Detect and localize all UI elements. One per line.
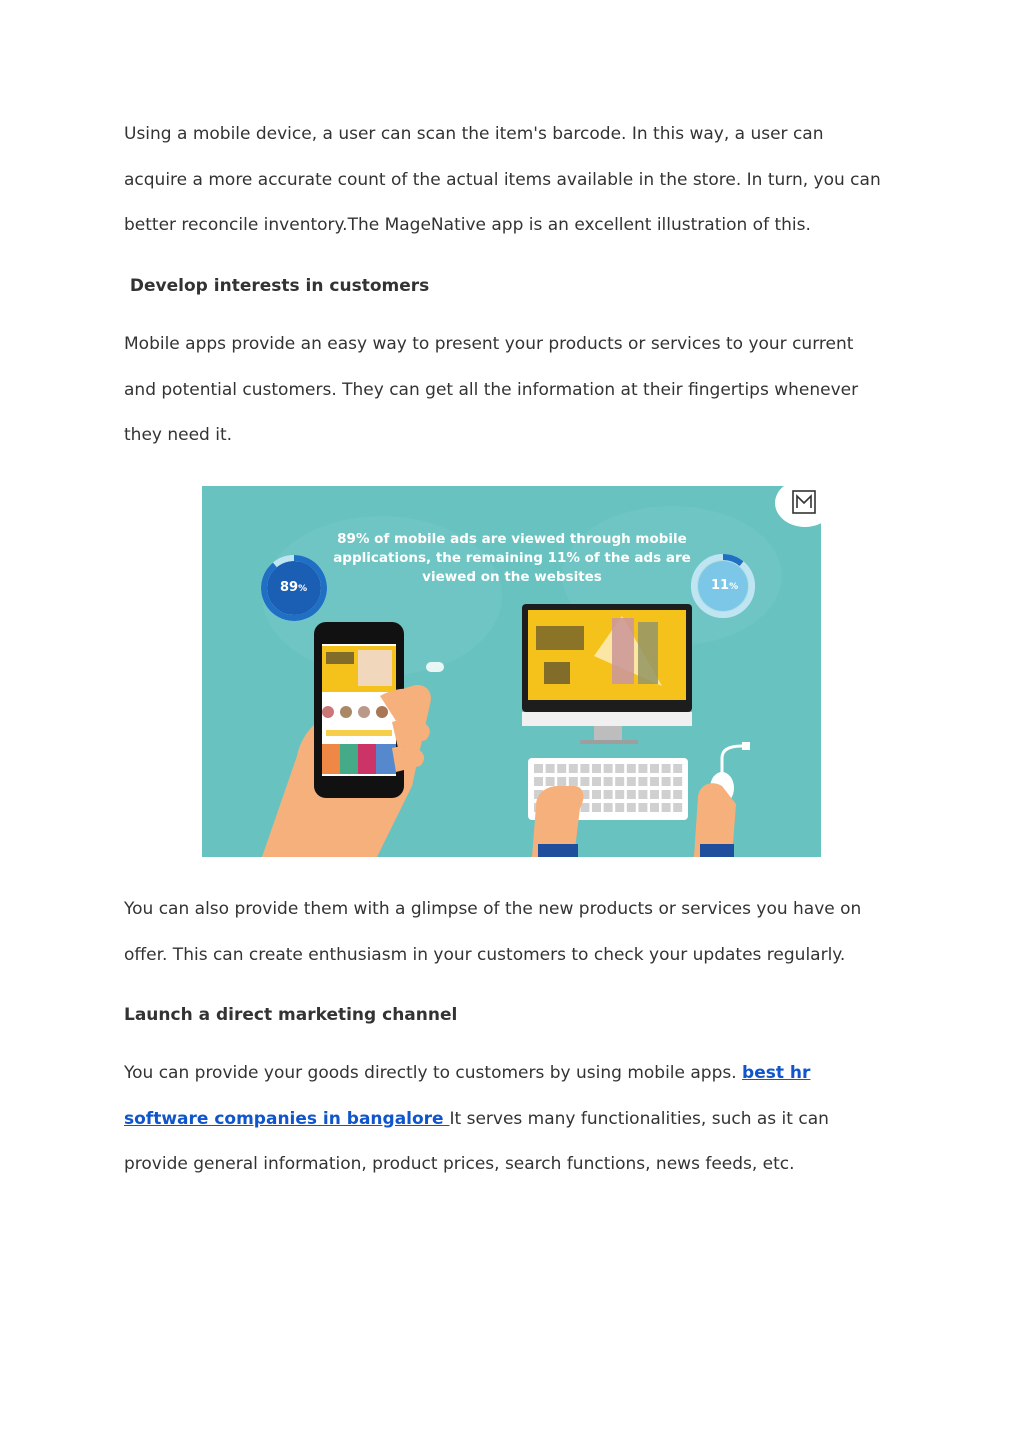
keyboard-key: [592, 777, 601, 786]
keyboard-key: [662, 777, 671, 786]
keyboard-key: [580, 777, 589, 786]
keyboard-key: [615, 764, 624, 773]
text-line: and potential customers. They can get all the information at their fingertips whenever: [124, 379, 859, 400]
text-line: offer. This can create enthusiasm in your customers to check your updates regularly.: [124, 944, 846, 965]
keyboard-key: [546, 777, 555, 786]
keyboard-key: [638, 803, 647, 812]
keyboard-key: [604, 803, 613, 812]
keyboard-key: [627, 764, 636, 773]
keyboard-key: [673, 777, 682, 786]
keyboard-key: [615, 790, 624, 799]
keyboard-key: [650, 790, 659, 799]
keyboard-key: [638, 764, 647, 773]
paragraph-barcode: [124, 112, 914, 249]
keyboard-key: [673, 803, 682, 812]
gauge-89-label: [280, 580, 307, 595]
hr-software-link-part-2[interactable]: software companies in bangalore: [124, 1108, 450, 1129]
keyboard-key: [627, 803, 636, 812]
keyboard-key: [534, 777, 543, 786]
keyboard-key: [650, 764, 659, 773]
keyboard-key: [592, 764, 601, 773]
text-line: acquire a more accurate count of the actual items available in the store. In turn, you can: [124, 169, 881, 190]
keyboard-key: [662, 790, 671, 799]
keyboard-key: [627, 790, 636, 799]
infographic-headline: [322, 530, 702, 587]
keyboard-key: [662, 764, 671, 773]
infographic-image: [202, 486, 821, 857]
headline-line: 89% of mobile ads are viewed through mobile: [337, 531, 687, 547]
section-heading-direct-marketing: Launch a direct marketing channel: [124, 1005, 458, 1025]
keyboard-key: [673, 790, 682, 799]
keyboard-key: [546, 764, 555, 773]
gauge-11-label: [711, 578, 738, 593]
keyboard-key: [650, 777, 659, 786]
text-line: [124, 1097, 914, 1143]
text-segment: You can provide your goods directly to customers by using mobile apps.: [124, 1063, 743, 1083]
keyboard-key: [580, 764, 589, 773]
text-segment: It serves many functionalities, such as it can: [449, 1108, 829, 1129]
gauge-11-value: 11: [711, 578, 730, 593]
hr-software-link-part-1[interactable]: best hr: [742, 1063, 811, 1083]
gauge-11-unit: %: [729, 582, 739, 592]
keyboard-key: [627, 777, 636, 786]
keyboard-key: [638, 777, 647, 786]
text-line: [124, 1051, 914, 1097]
paragraph-glimpse: [124, 887, 914, 978]
text-line: better reconcile inventory.The MageNative app is an excellent illustration of this.: [124, 215, 811, 235]
keyboard-key: [557, 764, 566, 773]
keyboard-key: [604, 777, 613, 786]
text-line: provide general information, product prices, search functions, news feeds, etc.: [124, 1154, 795, 1174]
text-line: they need it.: [124, 425, 233, 445]
gauge-89-unit: %: [298, 584, 308, 594]
keyboard-key: [673, 764, 682, 773]
keyboard-key: [615, 803, 624, 812]
gauge-89-value: 89: [280, 580, 299, 595]
keyboard-key: [662, 803, 671, 812]
text-line: Mobile apps provide an easy way to present your products or services to your current: [124, 334, 854, 354]
headline-line: applications, the remaining 11% of the ads are: [333, 550, 691, 566]
keyboard-key: [569, 777, 578, 786]
section-heading-develop-interests: Develop interests in customers: [124, 276, 430, 296]
text-line: Using a mobile device, a user can scan the item's barcode. In this way, a user can: [124, 124, 824, 144]
keyboard-key: [604, 790, 613, 799]
keyboard-key: [557, 777, 566, 786]
text-line: You can also provide them with a glimpse of the new products or services you have on: [124, 899, 862, 919]
keyboard-key: [569, 764, 578, 773]
keyboard-key: [604, 764, 613, 773]
keyboard-key: [534, 764, 543, 773]
desktop-monitor-illustration: [522, 604, 692, 744]
headline-line: viewed on the websites: [422, 569, 602, 585]
paragraph-direct-channel: [124, 1051, 914, 1188]
paragraph-mobile-apps: [124, 322, 914, 459]
keyboard-key: [615, 777, 624, 786]
keyboard-key: [638, 790, 647, 799]
keyboard-key: [592, 790, 601, 799]
keyboard-key: [650, 803, 659, 812]
keyboard-key: [592, 803, 601, 812]
